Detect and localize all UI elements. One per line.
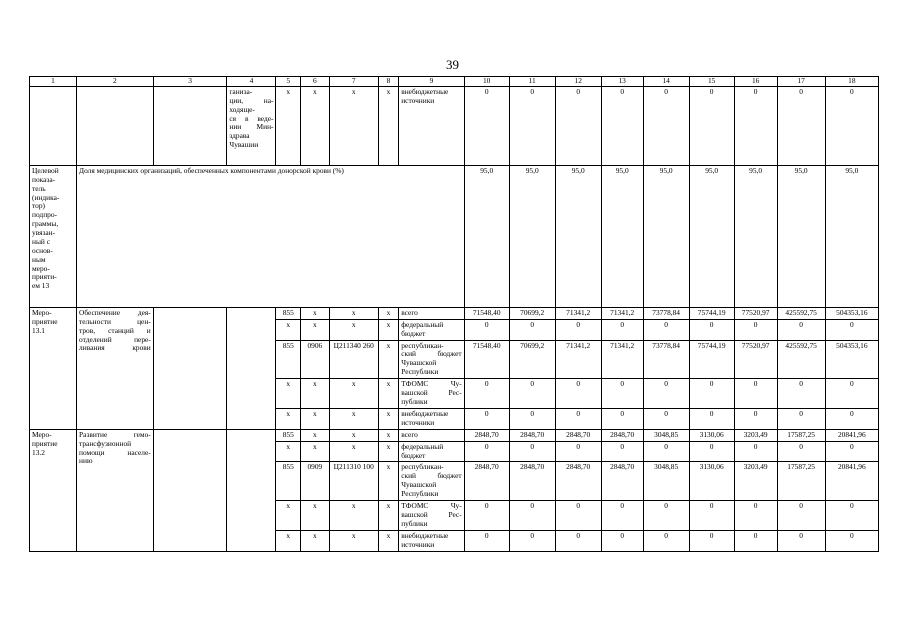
value-cell: 504353,16 <box>825 307 878 319</box>
code-cell: 0909 <box>301 462 330 501</box>
column-number: 10 <box>464 77 509 87</box>
column-number: 17 <box>777 77 825 87</box>
source-cell: всего <box>399 307 464 319</box>
code-cell: х <box>276 530 301 551</box>
code-cell: х <box>378 409 398 430</box>
event-label: Меро- приятие 13.1 <box>30 307 77 429</box>
funding-row <box>30 307 879 319</box>
value-cell: 0 <box>509 409 555 430</box>
value-cell: 20841,96 <box>825 462 878 501</box>
source-cell: внебюджетные источники <box>399 530 464 551</box>
column-number: 1 <box>30 77 77 87</box>
value-cell: 95,0 <box>777 165 825 307</box>
value-cell: 3048,85 <box>643 462 689 501</box>
source-cell: внебюджетные источники <box>399 86 464 165</box>
empty-cell <box>153 429 227 551</box>
code-cell: х <box>329 500 378 530</box>
source-cell: федеральный бюджет <box>399 319 464 340</box>
code-cell: х <box>301 409 330 430</box>
value-cell: 0 <box>777 86 825 165</box>
value-cell: 0 <box>464 379 509 409</box>
column-number: 7 <box>329 77 378 87</box>
value-cell: 2848,70 <box>509 429 555 441</box>
code-cell: х <box>378 319 398 340</box>
code-cell: х <box>378 530 398 551</box>
value-cell: 2848,70 <box>601 462 643 501</box>
event-name: Развитие гемо- трансфузионной помощи населе- нию <box>77 429 154 551</box>
empty-cell <box>77 86 154 165</box>
column-number: 18 <box>825 77 878 87</box>
value-cell: 0 <box>734 319 777 340</box>
value-cell: 0 <box>825 319 878 340</box>
value-cell: 0 <box>464 500 509 530</box>
value-cell: 2848,70 <box>509 462 555 501</box>
value-cell: 0 <box>777 500 825 530</box>
value-cell: 0 <box>555 319 601 340</box>
value-cell: 0 <box>509 530 555 551</box>
value-cell: 0 <box>555 530 601 551</box>
value-cell: 0 <box>777 379 825 409</box>
code-cell: х <box>329 307 378 319</box>
code-cell: х <box>329 530 378 551</box>
source-cell: республикан- ский бюджет Чувашской Республики <box>399 462 464 501</box>
value-cell: 17587,25 <box>777 462 825 501</box>
value-cell: 0 <box>734 86 777 165</box>
value-cell: 0 <box>689 441 734 462</box>
value-cell: 70699,2 <box>509 307 555 319</box>
code-cell: х <box>301 307 330 319</box>
value-cell: 0 <box>643 441 689 462</box>
value-cell: 0 <box>464 441 509 462</box>
code-cell: х <box>301 441 330 462</box>
source-cell: федеральный бюджет <box>399 441 464 462</box>
indicator-row <box>30 165 879 307</box>
value-cell: 0 <box>601 500 643 530</box>
value-cell: 0 <box>464 409 509 430</box>
value-cell: 3130,06 <box>689 429 734 441</box>
value-cell: 95,0 <box>555 165 601 307</box>
value-cell: 425592,75 <box>777 307 825 319</box>
value-cell: 0 <box>825 500 878 530</box>
value-cell: 0 <box>777 530 825 551</box>
value-cell: 0 <box>509 86 555 165</box>
value-cell: 95,0 <box>601 165 643 307</box>
source-cell: ТФОМС Чу- вашской Рес- публики <box>399 379 464 409</box>
value-cell: 0 <box>601 530 643 551</box>
value-cell: 0 <box>734 441 777 462</box>
empty-cell <box>153 307 227 429</box>
value-cell: 0 <box>643 86 689 165</box>
value-cell: 95,0 <box>464 165 509 307</box>
code-cell: х <box>329 379 378 409</box>
value-cell: 0 <box>734 500 777 530</box>
value-cell: 0 <box>777 409 825 430</box>
value-cell: 2848,70 <box>555 462 601 501</box>
column-number: 3 <box>153 77 227 87</box>
code-cell: Ц211340 260 <box>329 340 378 379</box>
value-cell: 71341,2 <box>555 340 601 379</box>
empty-cell <box>30 86 77 165</box>
value-cell: 3048,85 <box>643 429 689 441</box>
code-cell: х <box>378 307 398 319</box>
value-cell: 0 <box>555 441 601 462</box>
empty-cell <box>227 307 276 429</box>
code-cell: х <box>329 441 378 462</box>
code-cell: х <box>378 500 398 530</box>
indicator-text: Доля медицинских организаций, обеспеченных компонентами донорской крови (%) <box>77 165 465 307</box>
value-cell: 0 <box>601 319 643 340</box>
value-cell: 0 <box>601 86 643 165</box>
value-cell: 0 <box>777 319 825 340</box>
column-number: 2 <box>77 77 154 87</box>
value-cell: 0 <box>601 409 643 430</box>
code-cell: 855 <box>276 307 301 319</box>
column-number: 15 <box>689 77 734 87</box>
value-cell: 2848,70 <box>601 429 643 441</box>
indicator-label: Целевой показа- тель (индика- тор) подпро- граммы, увязан- ный с основ- ным меро- прияти- ем 13 <box>30 165 77 307</box>
code-cell: 855 <box>276 340 301 379</box>
value-cell: 0 <box>689 409 734 430</box>
value-cell: 70699,2 <box>509 340 555 379</box>
code-cell: х <box>276 86 301 165</box>
code-cell: 0906 <box>301 340 330 379</box>
column-number: 14 <box>643 77 689 87</box>
value-cell: 0 <box>643 500 689 530</box>
value-cell: 95,0 <box>643 165 689 307</box>
column-number: 11 <box>509 77 555 87</box>
value-cell: 0 <box>689 86 734 165</box>
value-cell: 73778,84 <box>643 340 689 379</box>
value-cell: 0 <box>601 379 643 409</box>
funding-row <box>30 429 879 441</box>
value-cell: 75744,19 <box>689 340 734 379</box>
value-cell: 0 <box>825 409 878 430</box>
value-cell: 95,0 <box>689 165 734 307</box>
code-cell: х <box>329 86 378 165</box>
value-cell: 71548,40 <box>464 340 509 379</box>
value-cell: 0 <box>825 86 878 165</box>
code-cell: 855 <box>276 462 301 501</box>
value-cell: 95,0 <box>825 165 878 307</box>
code-cell: х <box>276 379 301 409</box>
code-cell: х <box>276 441 301 462</box>
column-number: 12 <box>555 77 601 87</box>
code-cell: х <box>276 409 301 430</box>
value-cell: 0 <box>825 379 878 409</box>
value-cell: 17587,25 <box>777 429 825 441</box>
value-cell: 77520,97 <box>734 340 777 379</box>
code-cell: х <box>329 319 378 340</box>
code-cell: х <box>301 429 330 441</box>
value-cell: 0 <box>734 530 777 551</box>
event-label: Меро- приятие 13.2 <box>30 429 77 551</box>
code-cell: х <box>378 86 398 165</box>
column-number: 4 <box>227 77 276 87</box>
value-cell: 71341,2 <box>601 307 643 319</box>
value-cell: 0 <box>601 441 643 462</box>
code-cell: х <box>378 429 398 441</box>
value-cell: 0 <box>689 319 734 340</box>
column-number-row <box>30 77 879 87</box>
value-cell: 0 <box>689 379 734 409</box>
value-cell: 425592,75 <box>777 340 825 379</box>
value-cell: 3203,49 <box>734 429 777 441</box>
source-cell: внебюджетные источники <box>399 409 464 430</box>
value-cell: 71341,2 <box>555 307 601 319</box>
code-cell: х <box>378 379 398 409</box>
code-cell: х <box>378 340 398 379</box>
value-cell: 0 <box>509 500 555 530</box>
value-cell: 504353,16 <box>825 340 878 379</box>
value-cell: 0 <box>509 319 555 340</box>
value-cell: 3130,06 <box>689 462 734 501</box>
code-cell: х <box>329 409 378 430</box>
value-cell: 0 <box>555 409 601 430</box>
code-cell: х <box>378 441 398 462</box>
value-cell: 0 <box>555 379 601 409</box>
value-cell: 73778,84 <box>643 307 689 319</box>
code-cell: Ц211310 100 <box>329 462 378 501</box>
value-cell: 0 <box>777 441 825 462</box>
value-cell: 71341,2 <box>601 340 643 379</box>
value-cell: 0 <box>555 500 601 530</box>
code-cell: х <box>301 86 330 165</box>
value-cell: 95,0 <box>509 165 555 307</box>
code-cell: х <box>378 462 398 501</box>
value-cell: 0 <box>509 379 555 409</box>
value-cell: 20841,96 <box>825 429 878 441</box>
value-cell: 0 <box>464 530 509 551</box>
code-cell: х <box>301 379 330 409</box>
value-cell: 0 <box>643 409 689 430</box>
code-cell: х <box>301 500 330 530</box>
value-cell: 0 <box>464 319 509 340</box>
value-cell: 0 <box>734 379 777 409</box>
value-cell: 0 <box>643 319 689 340</box>
value-cell: 0 <box>689 530 734 551</box>
empty-cell <box>153 86 227 165</box>
value-cell: 0 <box>643 379 689 409</box>
value-cell: 0 <box>689 500 734 530</box>
value-cell: 0 <box>643 530 689 551</box>
code-cell: х <box>301 530 330 551</box>
value-cell: 0 <box>464 86 509 165</box>
value-cell: 77520,97 <box>734 307 777 319</box>
value-cell: 2848,70 <box>464 462 509 501</box>
code-cell: х <box>329 429 378 441</box>
event-name: Обеспечение дея- тельности цен- тров, станций и отделений пере- ливания крови <box>77 307 154 429</box>
value-cell: 0 <box>825 441 878 462</box>
value-cell: 2848,70 <box>555 429 601 441</box>
value-cell: 0 <box>509 441 555 462</box>
column-number: 16 <box>734 77 777 87</box>
continued-row <box>30 86 879 165</box>
code-cell: 855 <box>276 429 301 441</box>
source-cell: ТФОМС Чу- вашской Рес- публики <box>399 500 464 530</box>
source-cell: республикан- ский бюджет Чувашской Республики <box>399 340 464 379</box>
column-number: 9 <box>399 77 464 87</box>
executor-cell: ганиза- ции, на- ходяще- ся в веде- нии Мин- здрава Чувашии <box>227 86 276 165</box>
code-cell: х <box>276 500 301 530</box>
code-cell: х <box>301 319 330 340</box>
value-cell: 2848,70 <box>464 429 509 441</box>
value-cell: 0 <box>825 530 878 551</box>
column-number: 6 <box>301 77 330 87</box>
empty-cell <box>227 429 276 551</box>
budget-table <box>29 76 879 552</box>
code-cell: х <box>276 319 301 340</box>
value-cell: 0 <box>734 409 777 430</box>
source-cell: всего <box>399 429 464 441</box>
column-number: 8 <box>378 77 398 87</box>
value-cell: 71548,40 <box>464 307 509 319</box>
value-cell: 95,0 <box>734 165 777 307</box>
value-cell: 75744,19 <box>689 307 734 319</box>
column-number: 5 <box>276 77 301 87</box>
column-number: 13 <box>601 77 643 87</box>
page-number: 39 <box>446 57 459 72</box>
value-cell: 3203,49 <box>734 462 777 501</box>
value-cell: 0 <box>555 86 601 165</box>
